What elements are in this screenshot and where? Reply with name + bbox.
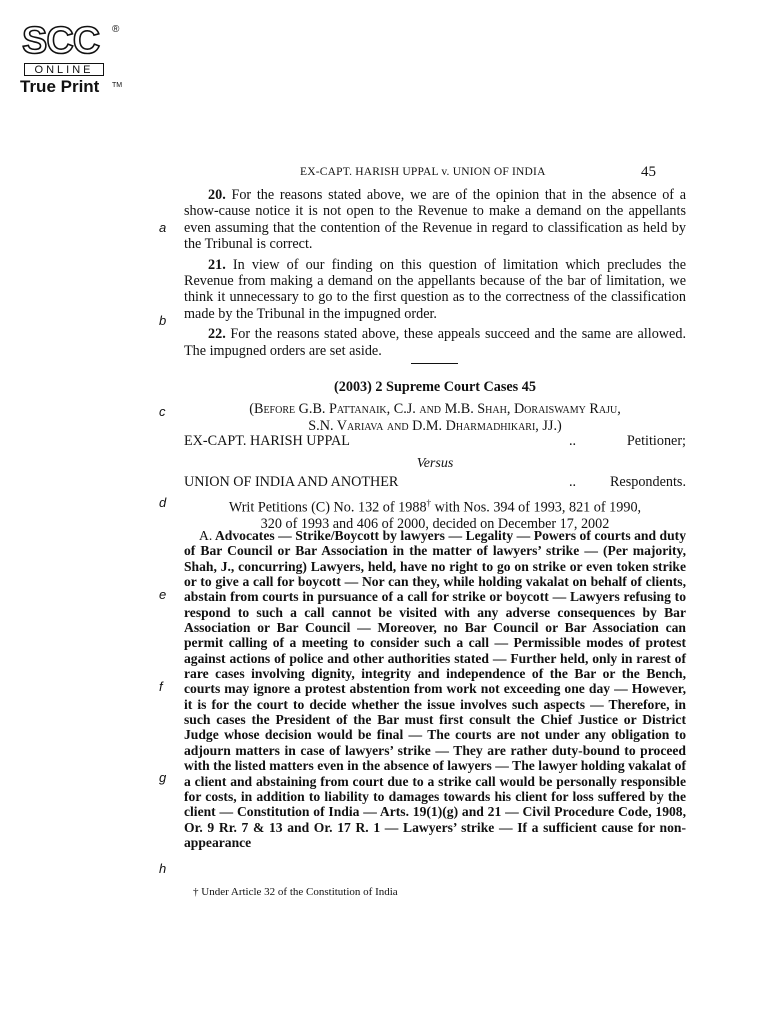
margin-letter-h: h (159, 861, 167, 876)
margin-letter-a: a (159, 220, 167, 235)
margin-letter-d: d (159, 495, 167, 510)
paragraph-number: 20. (208, 187, 226, 203)
logo-registered-mark: ® (112, 24, 120, 35)
versus-label: Versus (416, 456, 454, 471)
margin-letter-f: f (159, 679, 163, 694)
judgment-paragraphs (184, 187, 686, 363)
bench-composition (184, 401, 686, 435)
writ-line-1: Writ Petitions (C) No. 132 of 1988† with Nos. 394 of 1993, 821 of 1990, (228, 498, 642, 516)
margin-letter-b: b (159, 313, 167, 328)
logo-tagline: True Print (20, 77, 100, 96)
paragraph-22 (184, 326, 686, 359)
bench-line-2: S.N. Variava and D.M. Dharmadhikari, JJ.) (308, 418, 562, 434)
paragraph-text: For the reasons stated above, these appeals succeed and the same are allowed. The impugned orders are set aside. (184, 326, 686, 359)
section-divider (411, 363, 458, 364)
respondent-name: UNION OF INDIA AND ANOTHER (184, 474, 399, 490)
headnote-label: A. (199, 528, 213, 543)
respondent-dots: .. (569, 474, 577, 490)
respondent-row (184, 474, 686, 491)
paragraph-number: 22. (208, 326, 226, 343)
case-citation: (2003) 2 Supreme Court Cases 45 (334, 379, 536, 395)
margin-letter-e: e (159, 587, 167, 602)
paragraph-20 (184, 187, 686, 253)
petitioner-name: EX-CAPT. HARISH UPPAL (184, 433, 350, 449)
headnote-text: Advocates — Strike/Boycott by lawyers — Legality — Powers of courts and duty of Bar Council or Bar Association in the matter of lawyers’ strike — (Per majority, Shah, J., concurring) Lawyers, held, have no right to go on strike or even token strike or to give a call for boycott — Nor can they, while holding vakalat on behalf of clients, abstain from courts in pursuance of a call for strike or boycott — Lawyers refusing to respond to such a call cannot be visited with any adverse consequences by Bar Association or Bar Council — Moreover, no Bar Council or Bar Association can permit calling of a meeting to consider such a call — Permissible modes of protest against actions of police and other authorities stated — Further held, only in rarest of rare cases involving dignity, integrity and independence of the Bar or the Bench, courts may ignore a protest abstention from work not exceeding one day — However, it is for the court to decide whether the issue involves such aspects — Therefore, in such cases the President of the Bar must first consult the Chief Justice or District Judge whose decision would be final — The courts are not under any obligation to adjourn matters in case of lawyers’ strike — They are rather duty-bound to proceed with the listed matters even in the absence of lawyers — The lawyer holding vakalat of a client and abstaining from court due to a strike call would be personally responsible for costs, in addition to liability to damages towards his client for loss suffered by the client — Constitution of India — Arts. 19(1)(g) and 21 — Civil Procedure Code, 1908, Or. 9 Rr. 7 & 13 and Or. 17 R. 1 — Lawyers’ strike — If a sufficient cause for non-appearance (184, 528, 686, 850)
logo-trademark: TM (112, 82, 123, 89)
paragraph-21 (184, 257, 686, 323)
page-number: 45 (641, 164, 656, 180)
headnote-a (184, 528, 686, 850)
logo-brand: SCC (22, 20, 100, 62)
respondent-role: Respondents. (609, 474, 686, 490)
dagger-footnote-marker: † (426, 498, 432, 508)
writ-line-2: 320 of 1993 and 406 of 2000, decided on December 17, 2002 (260, 515, 610, 532)
bench-line-1: (Before G.B. Pattanaik, C.J. and M.B. Shah, Doraiswamy Raju, (249, 401, 621, 417)
petitioner-role: Petitioner; (626, 433, 686, 449)
paragraph-text: In view of our finding on this question of limitation which precludes the Revenue from making a demand on the appellants because of the bar of limitation, we think it unnecessary to go to the first question as to the correctness of the classification made by the Tribunal in the impugned order. (184, 256, 686, 322)
petitioner-dots: .. (569, 433, 577, 449)
scc-online-logo (18, 20, 123, 96)
paragraph-number: 21. (208, 256, 226, 273)
margin-letter-c: c (159, 404, 166, 419)
running-head-title: EX-CAPT. HARISH UPPAL v. UNION OF INDIA (300, 166, 546, 178)
logo-online-label: ONLINE (24, 63, 104, 76)
petitioner-row (184, 433, 686, 450)
footnote: † Under Article 32 of the Constitution of India (193, 886, 398, 898)
margin-letter-g: g (159, 770, 167, 785)
paragraph-text: For the reasons stated above, we are of the opinion that in the absence of a show-cause notice it is not open to the Revenue to make a demand on the appellants even assuming that the contention of the Revenue in regard to classification as held by the Tribunal is correct. (184, 187, 687, 253)
writ-petition-details (184, 495, 686, 532)
